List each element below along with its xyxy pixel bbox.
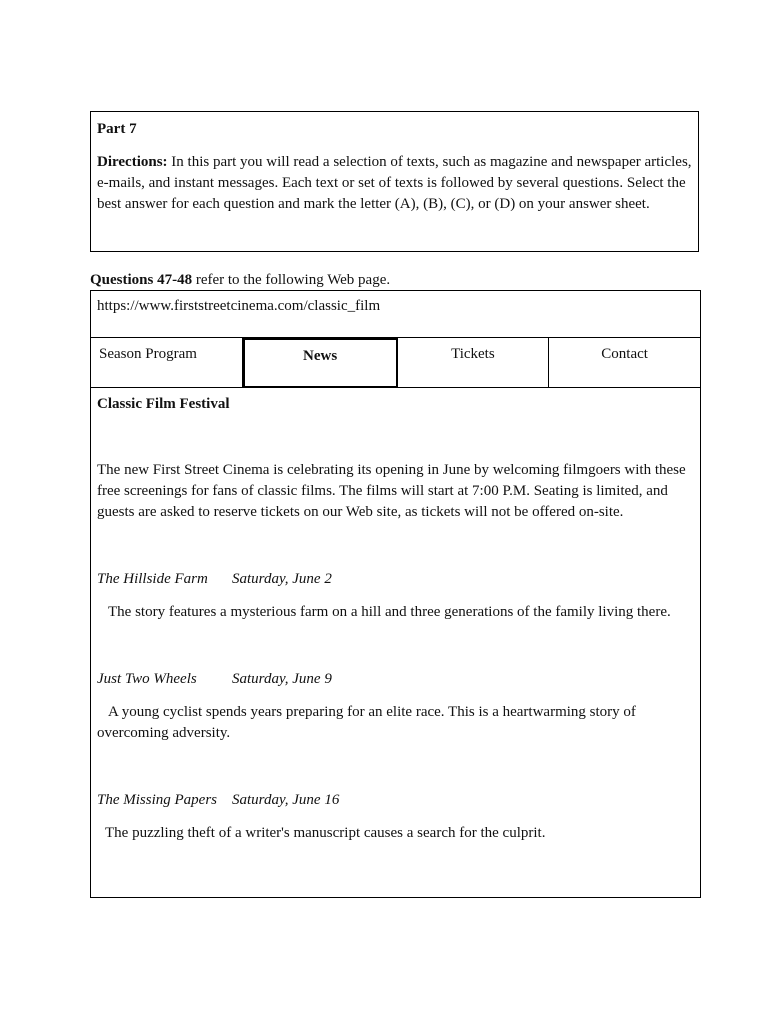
film-date: Saturday, June 9	[232, 671, 332, 687]
directions-text	[97, 152, 692, 215]
directions-label: Directions:	[97, 154, 168, 170]
film-title: The Hillside Farm	[97, 571, 208, 587]
url-bar	[91, 291, 700, 338]
film-date: Saturday, June 16	[232, 792, 340, 808]
film-description: The story features a mysterious farm on a hill and three generations of the family living there.	[108, 604, 671, 620]
webpage-box	[90, 290, 701, 898]
nav-bar	[91, 338, 700, 388]
questions-reference	[90, 270, 390, 291]
part-label: Part 7	[97, 121, 137, 137]
questions-range: Questions 47-48	[90, 272, 193, 288]
film-date: Saturday, June 2	[232, 571, 332, 587]
url-text: https://www.firststreetcinema.com/classic_film	[97, 298, 381, 314]
nav-season-program[interactable]: Season Program	[91, 338, 243, 387]
film-description: A young cyclist spends years preparing for an elite race. This is a heartwarming story of overcoming adversity.	[97, 704, 636, 741]
nav-contact[interactable]: Contact	[601, 346, 648, 362]
film-title: The Missing Papers	[97, 792, 217, 808]
page-content	[91, 388, 700, 896]
questions-text: refer to the following Web page.	[195, 272, 391, 288]
nav-news[interactable]: News	[243, 338, 398, 388]
directions-body: In this part you will read a selection of texts, such as magazine and newspaper articles, e-mails, and instant messages. Each text or set of texts is followed by several questions. Select the best answer for each question and mark the letter (A), (B), (C), or (D) on your answer sheet.	[97, 154, 692, 212]
film-title-row	[97, 569, 694, 590]
intro-paragraph: The new First Street Cinema is celebrating its opening in June by welcoming filmgoers with these free screenings for fans of classic films. The films will start at 7:00 P.M. Seating is limited, and guests are asked to reserve tickets on our Web site, as tickets will not be offered on-site.	[97, 462, 686, 520]
nav-tickets[interactable]: Tickets	[398, 338, 550, 387]
directions-box	[90, 111, 699, 252]
film-title-row	[97, 790, 694, 811]
film-title: Just Two Wheels	[97, 671, 197, 687]
film-title-row	[97, 669, 694, 690]
page-heading: Classic Film Festival	[97, 396, 230, 412]
film-description: The puzzling theft of a writer's manuscript causes a search for the culprit.	[105, 825, 546, 841]
